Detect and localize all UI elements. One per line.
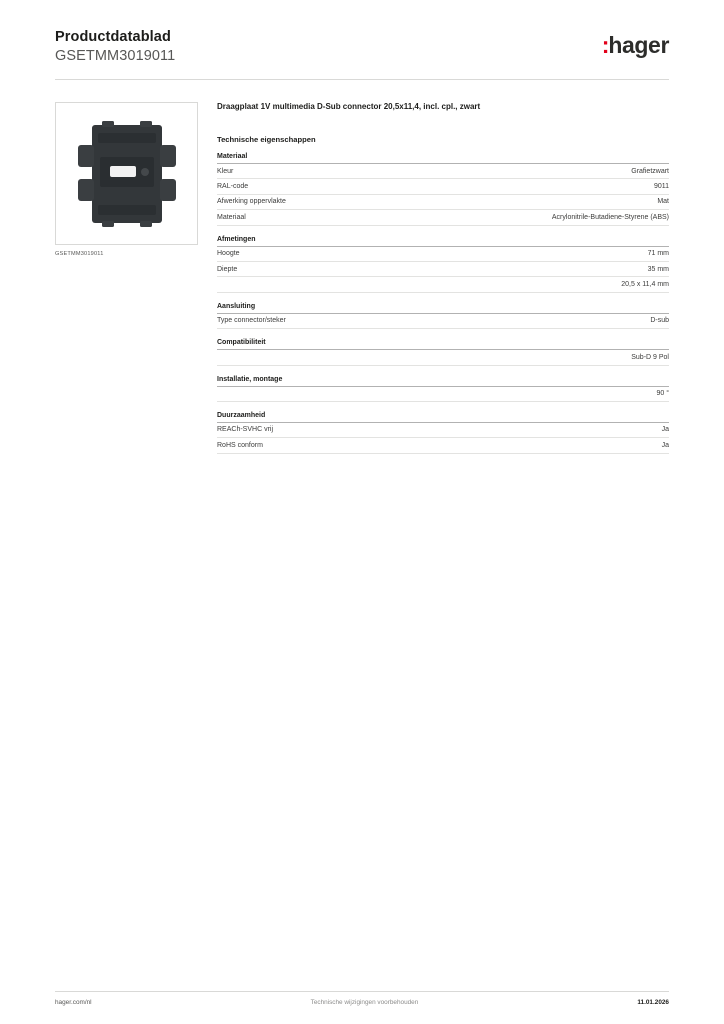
spec-row (217, 195, 669, 210)
spec-group-title: Compatibiliteit (217, 339, 669, 350)
product-image-caption: GSETMM3019011 (55, 251, 104, 258)
product-image-column (55, 102, 210, 463)
logo-wordmark: hager (608, 32, 669, 58)
spec-row (217, 247, 669, 262)
spec-value: 90 ° (656, 390, 669, 398)
spec-value: 71 mm (647, 250, 669, 258)
spec-row (217, 423, 669, 438)
spec-group (217, 153, 669, 226)
spec-group-title: Afmetingen (217, 236, 669, 247)
spec-group-title: Aansluiting (217, 303, 669, 314)
footer-divider (55, 991, 669, 992)
spec-label: REACh-SVHC vrij (217, 426, 274, 434)
spec-label: RAL-code (217, 182, 249, 190)
spec-value: Mat (657, 198, 669, 206)
product-details-column (210, 102, 669, 463)
spec-group (217, 376, 669, 402)
footer-link[interactable]: hager.com/nl (55, 999, 92, 1006)
footer-disclaimer: Technische wijzigingen voorbehouden (310, 999, 419, 1006)
spec-row (217, 164, 669, 179)
spec-value: D-sub (650, 317, 669, 325)
technical-properties-heading: Technische eigenschappen (217, 135, 316, 145)
product-photo (72, 119, 182, 229)
spec-row (217, 350, 669, 365)
spec-label: Hoogte (217, 250, 240, 258)
spec-value: Acrylonitrile-Butadiene-Styrene (ABS) (551, 213, 669, 221)
spec-value: 35 mm (647, 265, 669, 273)
spec-row (217, 438, 669, 453)
footer-date: 11.01.2026 (637, 999, 669, 1006)
spec-group (217, 236, 669, 293)
spec-label: Kleur (217, 167, 234, 175)
spec-value: Ja (661, 426, 669, 434)
spec-group-title: Materiaal (217, 153, 669, 164)
spec-row (217, 277, 669, 292)
spec-value: Ja (661, 441, 669, 449)
product-name: Draagplaat 1V multimedia D-Sub connector 20,5x11,4, incl. cpl., zwart (217, 102, 481, 112)
spec-group-title: Installatie, montage (217, 376, 669, 387)
spec-value: Grafietzwart (631, 167, 669, 175)
spec-groups (217, 153, 669, 454)
product-image-frame (55, 102, 198, 245)
spec-group (217, 303, 669, 329)
spec-row (217, 210, 669, 225)
hager-logo (602, 28, 669, 59)
spec-value: 9011 (653, 182, 669, 190)
spec-group (217, 412, 669, 454)
spec-label: Type connector/steker (217, 317, 286, 325)
spec-label: Afwerking oppervlakte (217, 198, 286, 206)
document-body (55, 80, 669, 463)
spec-label: RoHS conform (217, 441, 263, 449)
product-reference: GSETMM3019011 (55, 48, 176, 65)
spec-row (217, 387, 669, 402)
spec-label: Materiaal (217, 213, 246, 221)
spec-value: 20,5 x 11,4 mm (621, 280, 669, 288)
spec-label: Diepte (217, 265, 238, 273)
spec-group-title: Duurzaamheid (217, 412, 669, 423)
document-header (55, 0, 669, 79)
spec-value: Sub-D 9 Pol (631, 353, 669, 361)
spec-group (217, 339, 669, 365)
spec-row (217, 314, 669, 329)
spec-row (217, 179, 669, 194)
spec-row (217, 262, 669, 277)
page-title: Productdatablad (55, 29, 171, 45)
title-block (55, 28, 175, 65)
document-footer (55, 991, 669, 1006)
logo-colon-icon: : (601, 32, 609, 58)
